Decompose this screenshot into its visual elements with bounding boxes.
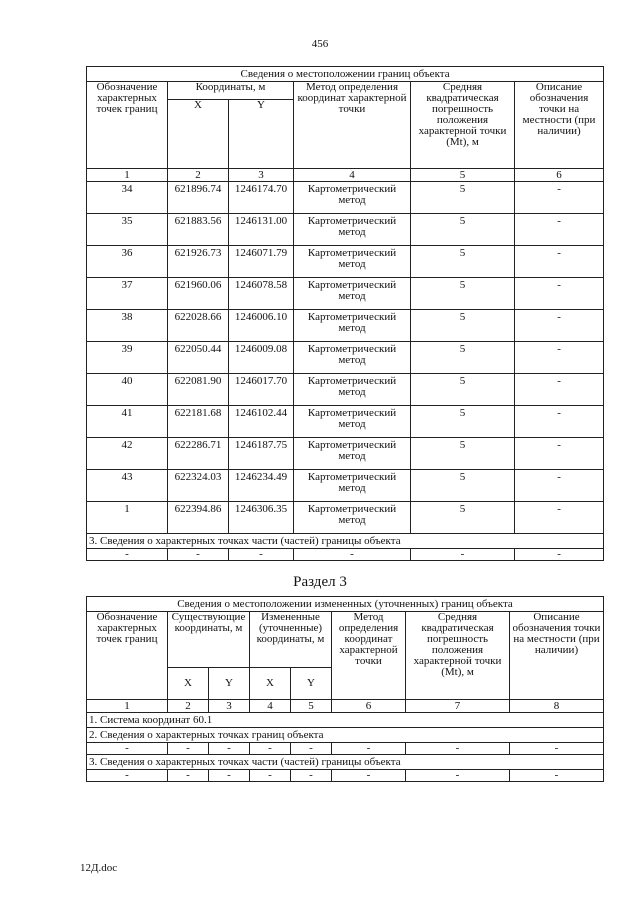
- header-existing-y: Y: [209, 668, 250, 700]
- y-cell: 1246071.79: [229, 246, 294, 278]
- dash-cell: -: [250, 743, 291, 755]
- table-row: [87, 246, 604, 278]
- method-cell: Картометрический метод: [294, 470, 411, 502]
- changed-boundaries-table: [86, 596, 604, 782]
- table-row: [87, 310, 604, 342]
- method-cell: Картометрический метод: [294, 374, 411, 406]
- header-coordinates: Координаты, м: [168, 82, 294, 100]
- y-cell: 1246102.44: [229, 406, 294, 438]
- dash-cell: -: [406, 770, 510, 782]
- y-cell: 1246306.35: [229, 502, 294, 534]
- column-numbers-row: [87, 169, 604, 182]
- dash-cell: -: [209, 770, 250, 782]
- y-cell: 1246131.00: [229, 214, 294, 246]
- column-numbers-row: [87, 700, 604, 713]
- description-cell: -: [515, 246, 604, 278]
- description-cell: -: [515, 214, 604, 246]
- method-cell: Картометрический метод: [294, 278, 411, 310]
- method-cell: Картометрический метод: [294, 502, 411, 534]
- description-cell: -: [515, 502, 604, 534]
- column-number-cell: 5: [291, 700, 332, 713]
- column-number-cell: 4: [294, 169, 411, 182]
- mt-cell: 5: [411, 470, 515, 502]
- description-cell: -: [515, 470, 604, 502]
- method-cell: Картометрический метод: [294, 310, 411, 342]
- part-dashes-row: [87, 770, 604, 782]
- x-cell: 622028.66: [168, 310, 229, 342]
- dash-cell: -: [411, 549, 515, 561]
- header-changed-y: Y: [291, 668, 332, 700]
- dash-cell: -: [510, 743, 604, 755]
- header-description: Описание обозначения точки на местности (при наличии): [515, 82, 604, 169]
- part-section-label: 3. Сведения о характерных точках части (частей) границы объекта: [87, 755, 604, 770]
- y-cell: 1246009.08: [229, 342, 294, 374]
- table-row: [87, 278, 604, 310]
- description-cell: -: [515, 374, 604, 406]
- dash-cell: -: [229, 549, 294, 561]
- description-cell: -: [515, 406, 604, 438]
- point-cell: 39: [87, 342, 168, 374]
- dash-cell: -: [406, 743, 510, 755]
- method-cell: Картометрический метод: [294, 438, 411, 470]
- x-cell: 622286.71: [168, 438, 229, 470]
- dash-cell: -: [332, 743, 406, 755]
- dash-cell: -: [168, 743, 209, 755]
- x-cell: 621960.06: [168, 278, 229, 310]
- y-cell: 1246187.75: [229, 438, 294, 470]
- footer-filename: 12Д.doc: [80, 862, 118, 874]
- header-designation: Обозначение характерных точек границ: [87, 612, 168, 700]
- mt-cell: 5: [411, 246, 515, 278]
- table-row: [87, 182, 604, 214]
- method-cell: Картометрический метод: [294, 182, 411, 214]
- method-cell: Картометрический метод: [294, 342, 411, 374]
- dash-cell: -: [87, 743, 168, 755]
- point-cell: 41: [87, 406, 168, 438]
- mt-cell: 5: [411, 278, 515, 310]
- table-row: [87, 406, 604, 438]
- header-description: Описание обозначения точки на местности (при наличии): [510, 612, 604, 700]
- table-row: [87, 342, 604, 374]
- point-cell: 42: [87, 438, 168, 470]
- point-cell: 37: [87, 278, 168, 310]
- column-number-cell: 6: [332, 700, 406, 713]
- x-cell: 622050.44: [168, 342, 229, 374]
- x-cell: 622394.86: [168, 502, 229, 534]
- table-title: Сведения о местоположении границ объекта: [87, 67, 604, 82]
- method-cell: Картометрический метод: [294, 214, 411, 246]
- header-x: X: [168, 100, 229, 169]
- description-cell: -: [515, 278, 604, 310]
- header-designation: Обозначение характерных точек границ: [87, 82, 168, 169]
- y-cell: 1246006.10: [229, 310, 294, 342]
- mt-cell: 5: [411, 310, 515, 342]
- dash-cell: -: [250, 770, 291, 782]
- mt-cell: 5: [411, 438, 515, 470]
- mt-cell: 5: [411, 406, 515, 438]
- y-cell: 1246234.49: [229, 470, 294, 502]
- point-cell: 38: [87, 310, 168, 342]
- table-row: [87, 214, 604, 246]
- boundary-dashes-row: [87, 743, 604, 755]
- column-number-cell: 3: [229, 169, 294, 182]
- mt-cell: 5: [411, 342, 515, 374]
- section-heading: Раздел 3: [293, 574, 347, 590]
- boundaries-table: [86, 66, 604, 561]
- point-cell: 43: [87, 470, 168, 502]
- dash-cell: -: [294, 549, 411, 561]
- header-y: Y: [229, 100, 294, 169]
- column-number-cell: 1: [87, 169, 168, 182]
- dash-cell: -: [291, 770, 332, 782]
- coordinate-system-label: 1. Система координат 60.1: [87, 713, 604, 728]
- dash-cell: -: [510, 770, 604, 782]
- point-cell: 35: [87, 214, 168, 246]
- mt-cell: 5: [411, 502, 515, 534]
- method-cell: Картометрический метод: [294, 246, 411, 278]
- dash-cell: -: [332, 770, 406, 782]
- y-cell: 1246174.70: [229, 182, 294, 214]
- mt-cell: 5: [411, 182, 515, 214]
- x-cell: 621896.74: [168, 182, 229, 214]
- dash-cell: -: [168, 770, 209, 782]
- x-cell: 621883.56: [168, 214, 229, 246]
- dash-cell: -: [291, 743, 332, 755]
- table2-title: Сведения о местоположении измененных (уточненных) границ объекта: [87, 597, 604, 612]
- table-row: [87, 438, 604, 470]
- mt-cell: 5: [411, 374, 515, 406]
- x-cell: 622324.03: [168, 470, 229, 502]
- dash-cell: -: [209, 743, 250, 755]
- column-number-cell: 2: [168, 700, 209, 713]
- column-number-cell: 5: [411, 169, 515, 182]
- mt-cell: 5: [411, 214, 515, 246]
- table-row: [87, 470, 604, 502]
- description-cell: -: [515, 438, 604, 470]
- boundary-section-label: 2. Сведения о характерных точках границ объекта: [87, 728, 604, 743]
- description-cell: -: [515, 342, 604, 374]
- header-method: Метод определения координат характерной точки: [294, 82, 411, 169]
- x-cell: 622181.68: [168, 406, 229, 438]
- column-number-cell: 3: [209, 700, 250, 713]
- column-number-cell: 7: [406, 700, 510, 713]
- column-number-cell: 6: [515, 169, 604, 182]
- description-cell: -: [515, 182, 604, 214]
- header-method: Метод определения координат характерной точки: [332, 612, 406, 700]
- y-cell: 1246017.70: [229, 374, 294, 406]
- x-cell: 621926.73: [168, 246, 229, 278]
- table-row: [87, 374, 604, 406]
- dash-cell: -: [87, 770, 168, 782]
- column-number-cell: 4: [250, 700, 291, 713]
- description-cell: -: [515, 310, 604, 342]
- table-row: [87, 502, 604, 534]
- dash-cell: -: [515, 549, 604, 561]
- y-cell: 1246078.58: [229, 278, 294, 310]
- point-cell: 34: [87, 182, 168, 214]
- header-existing-coordinates: Существующие координаты, м: [168, 612, 250, 668]
- x-cell: 622081.90: [168, 374, 229, 406]
- column-number-cell: 2: [168, 169, 229, 182]
- header-accuracy: Средняя квадратическая погрешность положения характерной точки (Mt), м: [411, 82, 515, 169]
- header-existing-x: X: [168, 668, 209, 700]
- point-cell: 1: [87, 502, 168, 534]
- part-dashes-row: [87, 549, 604, 561]
- header-accuracy: Средняя квадратическая погрешность положения характерной точки (Mt), м: [406, 612, 510, 700]
- part-section-label: 3. Сведения о характерных точках части (частей) границы объекта: [87, 534, 604, 549]
- header-changed-coordinates: Измененные (уточненные) координаты, м: [250, 612, 332, 668]
- dash-cell: -: [168, 549, 229, 561]
- point-cell: 36: [87, 246, 168, 278]
- header-changed-x: X: [250, 668, 291, 700]
- column-number-cell: 8: [510, 700, 604, 713]
- dash-cell: -: [87, 549, 168, 561]
- method-cell: Картометрический метод: [294, 406, 411, 438]
- page-number: 456: [311, 38, 329, 50]
- point-cell: 40: [87, 374, 168, 406]
- column-number-cell: 1: [87, 700, 168, 713]
